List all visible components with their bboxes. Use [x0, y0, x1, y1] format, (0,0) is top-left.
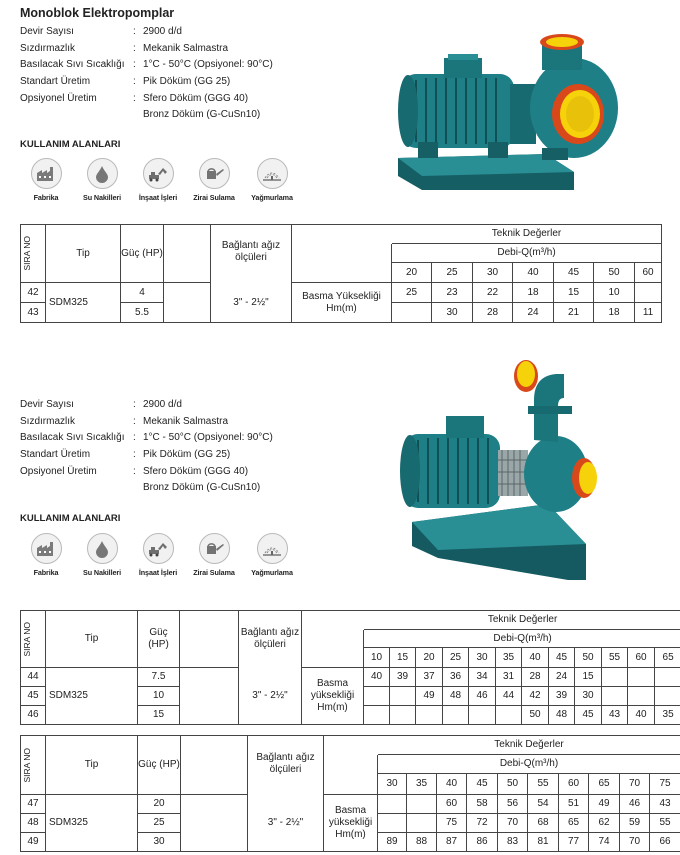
value-cell: 68 [528, 814, 559, 833]
flow-header: 30 [469, 648, 496, 668]
flow-header: 60 [628, 648, 655, 668]
spec-label: Basılacak Sıvı Sıcaklığı [20, 59, 125, 71]
value-cell: 89 [378, 833, 407, 852]
sprinkler-icon [257, 158, 288, 189]
sira-no-cell: 44 [21, 668, 46, 687]
factory-icon [31, 158, 62, 189]
empty-cell [164, 225, 211, 283]
usage-label: Su Nakilleri [83, 568, 121, 577]
guc-cell: 10 [138, 687, 180, 706]
spec-colon: : [133, 432, 136, 444]
value-cell: 25 [392, 283, 432, 303]
value-cell: 23 [432, 283, 473, 303]
spec-label: Sızdırmazlık [20, 42, 76, 54]
tip-cell: SDM325 [46, 795, 138, 852]
value-cell: 11 [635, 303, 662, 323]
spec-colon: : [133, 415, 136, 427]
flow-header: 55 [602, 648, 628, 668]
usage-item [18, 533, 74, 577]
flow-header: 20 [392, 263, 432, 283]
spec-value: Sfero Döküm (GGG 40) [143, 92, 249, 104]
value-cell [602, 668, 628, 687]
spec-row [20, 41, 273, 58]
flow-header: 30 [473, 263, 513, 283]
sira-no-cell: 49 [21, 833, 46, 852]
spec-row [20, 480, 273, 497]
spec-label: Devir Sayısı [20, 26, 74, 37]
guc-cell: 5.5 [121, 303, 164, 323]
spec-colon: : [133, 449, 136, 461]
watering-can-icon [199, 158, 230, 189]
spec-row [20, 414, 273, 431]
value-cell: 21 [554, 303, 594, 323]
debi-header: Debi-Q(m³/h) [392, 244, 662, 263]
usage-label: Zirai Sulama [193, 568, 235, 577]
sira-no-header: SIRA NO [21, 611, 46, 668]
water-drop-icon [87, 158, 118, 189]
value-cell: 86 [467, 833, 498, 852]
value-cell [628, 687, 655, 706]
teknik-header: Teknik Değerler [378, 736, 680, 755]
spec-colon: : [133, 92, 136, 104]
value-cell: 51 [559, 795, 589, 814]
flow-header: 25 [443, 648, 469, 668]
watering-can-icon [199, 533, 230, 564]
spec-row [20, 57, 273, 74]
usage-item [18, 158, 74, 202]
flow-header: 75 [650, 774, 680, 795]
spec-list-2 [20, 397, 273, 497]
value-cell: 24 [513, 303, 554, 323]
flow-header: 35 [496, 648, 522, 668]
flow-header: 25 [432, 263, 473, 283]
debi-header: Debi-Q(m³/h) [378, 755, 680, 774]
excavator-icon [143, 533, 174, 564]
spec-label: Basılacak Sıvı Sıcaklığı [20, 432, 125, 444]
factory-icon [31, 533, 62, 564]
basma-cell: Basma yüksekliği Hm(m) [302, 668, 364, 725]
spec-value: Bronz Döküm (G-CuSn10) [143, 109, 261, 121]
value-cell: 39 [390, 668, 416, 687]
flow-header: 20 [416, 648, 443, 668]
sira-no-cell: 42 [21, 283, 46, 303]
teknik-header: Teknik Değerler [392, 225, 662, 244]
value-cell: 43 [650, 795, 680, 814]
empty-cell [181, 795, 248, 852]
value-cell: 35 [655, 706, 680, 725]
header-spacer [302, 630, 364, 668]
spec-row [20, 24, 273, 41]
sira-no-cell: 45 [21, 687, 46, 706]
value-cell: 59 [620, 814, 650, 833]
value-cell: 31 [496, 668, 522, 687]
excavator-icon [143, 158, 174, 189]
spec-row [20, 397, 273, 414]
spec-label [20, 107, 133, 124]
connection-header: Bağlantı ağız ölçüleri [239, 611, 302, 668]
guc-cell: 25 [138, 814, 181, 833]
spec-label: Standart Üretim [20, 76, 91, 88]
usage-label: İnşaat İşleri [138, 568, 178, 577]
usage-label: Zirai Sulama [193, 193, 235, 202]
teknik-header: Teknik Değerler [364, 611, 680, 630]
value-cell: 75 [437, 814, 467, 833]
empty-cell [181, 736, 248, 795]
spec-label: Sızdırmazlık [20, 415, 76, 427]
value-cell: 70 [498, 814, 528, 833]
flow-header: 60 [559, 774, 589, 795]
value-cell [496, 706, 522, 725]
connection-cell: 3" - 2½" [248, 795, 324, 852]
spec-value: 2900 d/d [143, 399, 182, 410]
usage-title: KULLANIM ALANLARI [20, 513, 121, 524]
sprinkler-icon [257, 533, 288, 564]
header-spacer [324, 736, 378, 755]
basma-cell: Basma Yüksekliği Hm(m) [292, 283, 392, 323]
value-cell [655, 668, 680, 687]
flow-header: 45 [549, 648, 575, 668]
tip-header: Tip [46, 611, 138, 668]
value-cell: 10 [594, 283, 635, 303]
usage-item [242, 158, 302, 202]
value-cell [390, 706, 416, 725]
guc-cell: 30 [138, 833, 181, 852]
connection-header: Bağlantı ağız ölçüleri [211, 225, 292, 283]
value-cell: 18 [513, 283, 554, 303]
value-cell: 45 [575, 706, 602, 725]
spec-value: 1°C - 50°C (Opsiyonel: 90°C) [143, 432, 273, 444]
guc-header: Güç (HP) [138, 736, 181, 795]
usage-item [186, 533, 242, 577]
value-cell: 34 [469, 668, 496, 687]
spec-row [20, 91, 273, 108]
flow-header: 65 [655, 648, 680, 668]
value-cell: 70 [620, 833, 650, 852]
spec-row [20, 447, 273, 464]
sira-no-cell: 46 [21, 706, 46, 725]
flow-header: 45 [467, 774, 498, 795]
value-cell [364, 687, 390, 706]
spec-row [20, 464, 273, 481]
value-cell: 66 [650, 833, 680, 852]
water-drop-icon [87, 533, 118, 564]
usage-label: Su Nakilleri [83, 193, 121, 202]
header-spacer [292, 244, 392, 283]
value-cell: 48 [549, 706, 575, 725]
usage-item [74, 158, 130, 202]
spec-value: 2900 d/d [143, 26, 182, 37]
header-spacer [292, 225, 392, 244]
usage-label: Yağmurlama [251, 193, 293, 202]
value-cell [378, 795, 407, 814]
value-cell: 74 [589, 833, 620, 852]
empty-cell [164, 283, 211, 323]
spec-row [20, 107, 273, 124]
flow-header: 40 [437, 774, 467, 795]
value-cell: 42 [522, 687, 549, 706]
spec-label: Standart Üretim [20, 449, 91, 461]
flow-header: 10 [364, 648, 390, 668]
value-cell [390, 687, 416, 706]
spec-value: Sfero Döküm (GGG 40) [143, 465, 249, 477]
value-cell: 55 [650, 814, 680, 833]
guc-cell: 20 [138, 795, 181, 814]
flow-header: 70 [620, 774, 650, 795]
usage-label: İnşaat İşleri [138, 193, 178, 202]
spec-list-1 [20, 24, 273, 124]
sira-no-cell: 48 [21, 814, 46, 833]
spec-colon [133, 480, 143, 497]
guc-header: Güç (HP) [121, 225, 164, 283]
empty-cell [180, 668, 239, 725]
usage-label: Fabrika [33, 193, 59, 202]
flow-header: 50 [498, 774, 528, 795]
value-cell [655, 687, 680, 706]
value-cell: 62 [589, 814, 620, 833]
spec-value: Mekanik Salmastra [143, 415, 229, 427]
flow-header: 40 [513, 263, 554, 283]
usage-item [130, 533, 186, 577]
value-cell: 88 [407, 833, 437, 852]
flow-header: 50 [575, 648, 602, 668]
spec-label: Devir Sayısı [20, 399, 74, 410]
value-cell: 28 [522, 668, 549, 687]
usage-title: KULLANIM ALANLARI [20, 139, 121, 150]
spec-colon: : [133, 465, 136, 477]
tip-cell: SDM325 [46, 283, 121, 323]
header-spacer [302, 611, 364, 630]
value-cell: 15 [554, 283, 594, 303]
value-cell: 49 [416, 687, 443, 706]
value-cell [378, 814, 407, 833]
usage-label: Yağmurlama [251, 568, 293, 577]
usage-icons-2 [18, 533, 302, 577]
flow-header: 65 [589, 774, 620, 795]
guc-cell: 15 [138, 706, 180, 725]
usage-item [242, 533, 302, 577]
connection-cell: 3" - 2½" [239, 668, 302, 725]
spec-label: Opsiyonel Üretim [20, 92, 97, 104]
guc-cell: 4 [121, 283, 164, 303]
value-cell: 49 [589, 795, 620, 814]
connection-header: Bağlantı ağız ölçüleri [248, 736, 324, 795]
spec-colon: : [133, 399, 136, 410]
debi-header: Debi-Q(m³/h) [364, 630, 680, 648]
value-cell: 58 [467, 795, 498, 814]
usage-item [74, 533, 130, 577]
sira-no-header: SIRA NO [21, 225, 46, 283]
page-title: Monoblok Elektropomplar [20, 6, 175, 20]
value-cell [407, 814, 437, 833]
spec-colon: : [133, 76, 136, 88]
usage-item [186, 158, 242, 202]
value-cell: 28 [473, 303, 513, 323]
value-cell: 39 [549, 687, 575, 706]
technical-table-3 [20, 735, 680, 852]
value-cell: 60 [437, 795, 467, 814]
spec-colon [133, 107, 143, 124]
spec-value: Mekanik Salmastra [143, 42, 229, 54]
value-cell: 77 [559, 833, 589, 852]
spec-colon: : [133, 59, 136, 71]
value-cell: 37 [416, 668, 443, 687]
value-cell: 43 [602, 706, 628, 725]
value-cell [364, 706, 390, 725]
sira-no-cell: 43 [21, 303, 46, 323]
value-cell: 15 [575, 668, 602, 687]
value-cell: 83 [498, 833, 528, 852]
flow-header: 50 [594, 263, 635, 283]
spec-row [20, 430, 273, 447]
sira-no-cell: 47 [21, 795, 46, 814]
pump-image-1 [392, 30, 624, 192]
spec-colon: : [133, 42, 136, 54]
sira-no-header: SIRA NO [21, 736, 46, 795]
value-cell: 44 [496, 687, 522, 706]
technical-table-2 [20, 610, 680, 725]
value-cell: 46 [469, 687, 496, 706]
flow-header: 30 [378, 774, 407, 795]
value-cell: 24 [549, 668, 575, 687]
spec-value: Bronz Döküm (G-CuSn10) [143, 482, 261, 494]
flow-header: 35 [407, 774, 437, 795]
value-cell: 18 [594, 303, 635, 323]
value-cell: 54 [528, 795, 559, 814]
value-cell: 81 [528, 833, 559, 852]
value-cell [443, 706, 469, 725]
spec-colon: : [133, 26, 136, 37]
value-cell [628, 668, 655, 687]
value-cell [635, 283, 662, 303]
value-cell [602, 687, 628, 706]
value-cell: 22 [473, 283, 513, 303]
usage-icons-1 [18, 158, 302, 202]
spec-value: 1°C - 50°C (Opsiyonel: 90°C) [143, 59, 273, 71]
tip-header: Tip [46, 225, 121, 283]
value-cell [469, 706, 496, 725]
spec-row [20, 74, 273, 91]
header-spacer [324, 755, 378, 795]
value-cell: 72 [467, 814, 498, 833]
flow-header: 55 [528, 774, 559, 795]
value-cell [392, 303, 432, 323]
value-cell: 46 [620, 795, 650, 814]
value-cell: 48 [443, 687, 469, 706]
tip-header: Tip [46, 736, 138, 795]
guc-cell: 7.5 [138, 668, 180, 687]
technical-table-1 [20, 224, 662, 323]
flow-header: 40 [522, 648, 549, 668]
pump-image-2 [398, 354, 610, 584]
flow-header: 45 [554, 263, 594, 283]
value-cell: 40 [628, 706, 655, 725]
basma-cell: Basma yüksekliği Hm(m) [324, 795, 378, 852]
value-cell: 56 [498, 795, 528, 814]
value-cell: 36 [443, 668, 469, 687]
spec-value: Pik Döküm (GG 25) [143, 76, 231, 88]
value-cell [407, 795, 437, 814]
value-cell: 65 [559, 814, 589, 833]
value-cell [416, 706, 443, 725]
spec-label [20, 480, 133, 497]
value-cell: 30 [432, 303, 473, 323]
usage-item [130, 158, 186, 202]
empty-cell [180, 611, 239, 668]
value-cell: 87 [437, 833, 467, 852]
usage-label: Fabrika [33, 568, 59, 577]
value-cell: 30 [575, 687, 602, 706]
spec-value: Pik Döküm (GG 25) [143, 449, 231, 461]
value-cell: 40 [364, 668, 390, 687]
value-cell: 50 [522, 706, 549, 725]
connection-cell: 3" - 2½" [211, 283, 292, 323]
spec-label: Opsiyonel Üretim [20, 465, 97, 477]
flow-header: 15 [390, 648, 416, 668]
tip-cell: SDM325 [46, 668, 138, 725]
guc-header: Güç (HP) [138, 611, 180, 668]
flow-header: 60 [635, 263, 662, 283]
